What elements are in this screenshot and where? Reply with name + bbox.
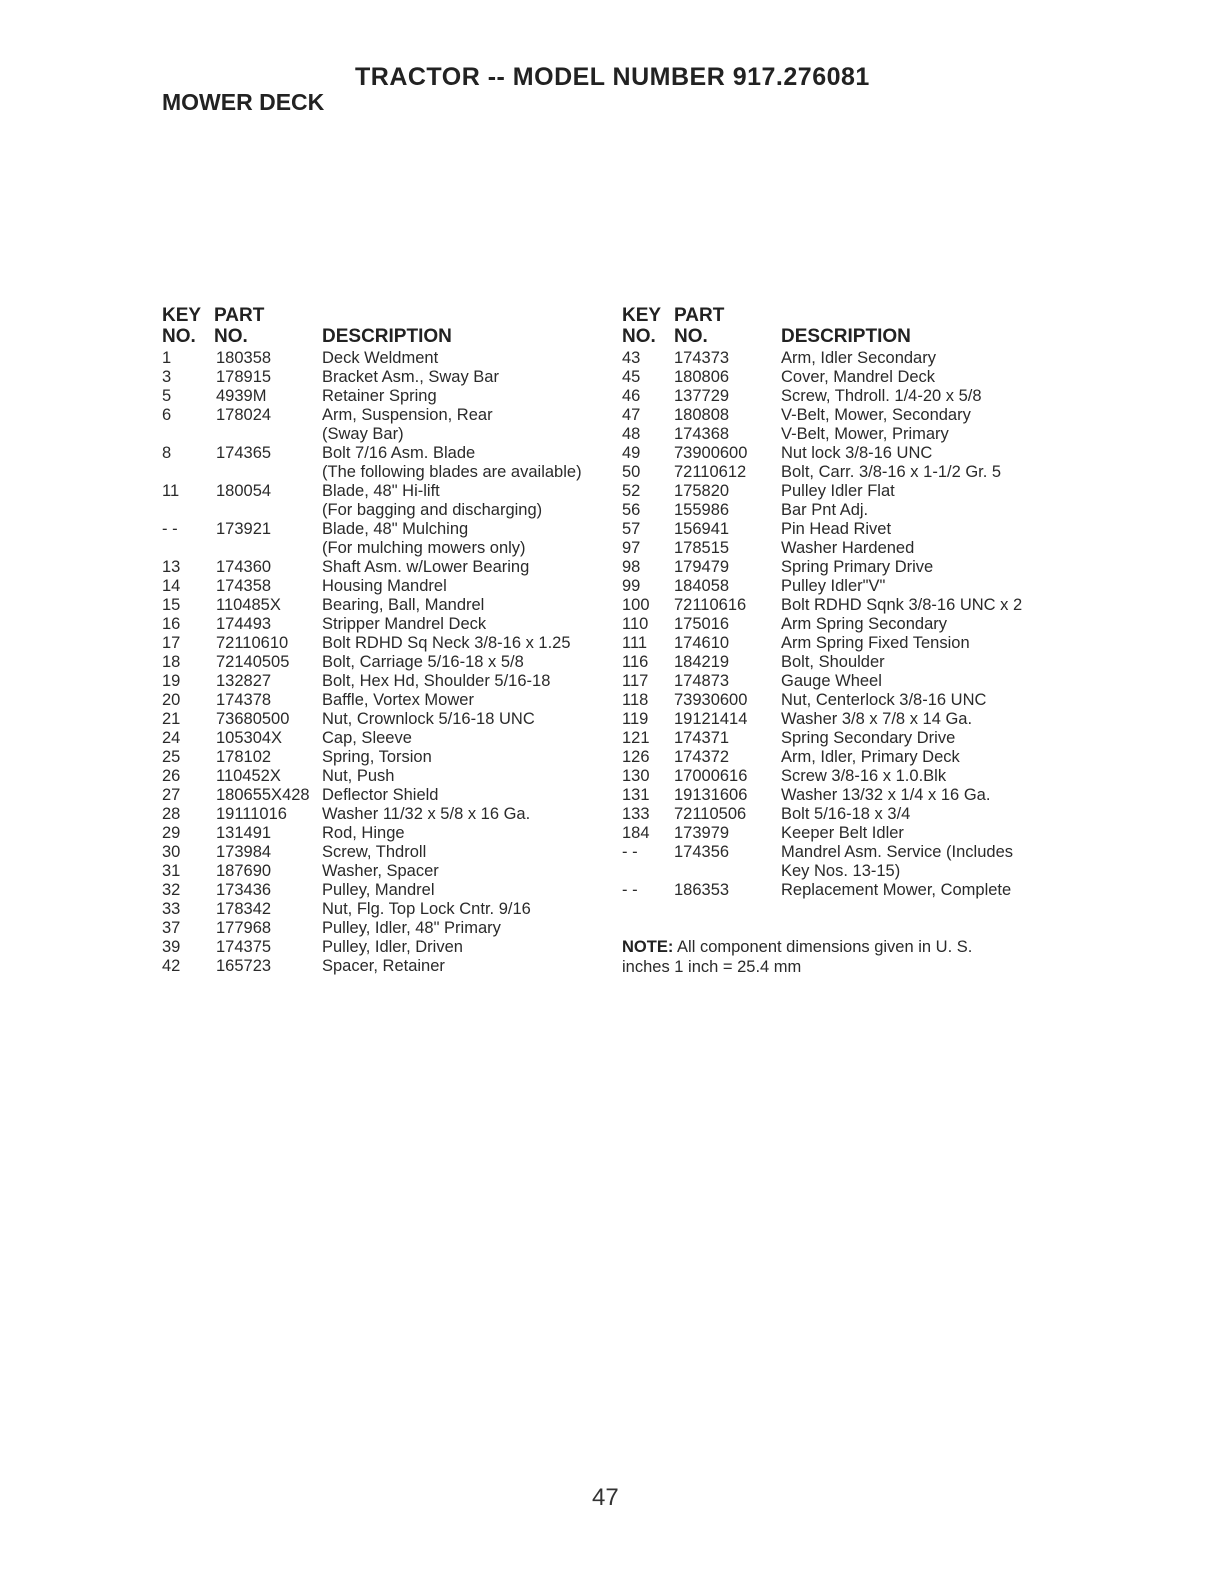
description: Arm Spring Secondary [781, 615, 947, 633]
description: Arm Spring Fixed Tension [781, 634, 970, 652]
note-line-2: inches 1 inch = 25.4 mm [622, 958, 802, 976]
key-no: 6 [162, 406, 172, 424]
description: Pulley Idler Flat [781, 482, 895, 500]
part-no: 72110612 [674, 463, 747, 481]
part-no: 173436 [216, 881, 272, 899]
description: Deflector Shield [322, 786, 439, 804]
description: Bearing, Ball, Mandrel [322, 596, 485, 614]
key-no: 15 [162, 596, 181, 614]
key-no: - - [622, 843, 638, 861]
key-no: 5 [162, 387, 172, 405]
part-no: 174375 [216, 938, 272, 956]
key-no: 117 [622, 672, 649, 690]
header-part-no: NO. [674, 326, 708, 347]
description: Washer 11/32 x 5/8 x 16 Ga. [322, 805, 531, 823]
part-no: 178342 [216, 900, 272, 918]
key-no: 8 [162, 444, 172, 462]
description: Cap, Sleeve [322, 729, 412, 747]
description: Spring, Torsion [322, 748, 432, 766]
description: Bracket Asm., Sway Bar [322, 368, 499, 386]
description: Spring Secondary Drive [781, 729, 956, 747]
part-no: 174365 [216, 444, 272, 462]
description: Rod, Hinge [322, 824, 405, 842]
description: Baffle, Vortex Mower [322, 691, 474, 709]
part-no: 17000616 [674, 767, 748, 785]
part-no: 4939M [216, 387, 267, 405]
key-no: 25 [162, 748, 181, 766]
key-no: 119 [622, 710, 649, 728]
part-no: 174356 [674, 843, 730, 861]
part-no: 173984 [216, 843, 272, 861]
description: Washer, Spacer [322, 862, 439, 880]
description: Housing Mandrel [322, 577, 447, 595]
part-no: 178024 [216, 406, 272, 424]
key-no: 30 [162, 843, 181, 861]
key-no: 3 [162, 368, 172, 386]
description: (For bagging and discharging) [322, 501, 543, 519]
description: Pulley Idler"V" [781, 577, 886, 595]
dimension-note [622, 937, 1042, 977]
key-no: 27 [162, 786, 181, 804]
description: Bolt 7/16 Asm. Blade [322, 444, 476, 462]
note-line-1: All component dimensions given in U. S. [677, 938, 973, 956]
key-no: 57 [622, 520, 641, 538]
key-no: 99 [622, 577, 641, 595]
part-no: 174493 [216, 615, 272, 633]
key-no: 56 [622, 501, 641, 519]
description: Spring Primary Drive [781, 558, 934, 576]
part-no: 19131606 [674, 786, 748, 804]
part-no: 186353 [674, 881, 730, 899]
part-no: 180358 [216, 349, 272, 367]
key-no: 37 [162, 919, 181, 937]
part-no: 174610 [674, 634, 730, 652]
part-no: 174373 [674, 349, 730, 367]
description: V-Belt, Mower, Primary [781, 425, 949, 443]
part-no: 72110616 [674, 596, 747, 614]
description: Nut lock 3/8-16 UNC [781, 444, 933, 462]
description: Blade, 48" Hi-lift [322, 482, 440, 500]
key-no: 42 [162, 957, 181, 975]
key-no: 39 [162, 938, 181, 956]
key-no: 31 [162, 862, 181, 880]
part-no: 19121414 [674, 710, 748, 728]
part-no: 19111016 [216, 805, 287, 823]
key-no: 49 [622, 444, 641, 462]
description: Bolt, Carr. 3/8-16 x 1-1/2 Gr. 5 [781, 463, 1002, 481]
key-no: - - [622, 881, 638, 899]
part-no: 73680500 [216, 710, 290, 728]
key-no: 130 [622, 767, 650, 785]
header-description: DESCRIPTION [322, 326, 452, 347]
description: Bolt, Carriage 5/16-18 x 5/8 [322, 653, 524, 671]
description: (The following blades are available) [322, 463, 582, 481]
description: Shaft Asm. w/Lower Bearing [322, 558, 530, 576]
part-no: 177968 [216, 919, 272, 937]
part-no: 174368 [674, 425, 730, 443]
key-no: 33 [162, 900, 181, 918]
key-no: 24 [162, 729, 181, 747]
description: Cover, Mandrel Deck [781, 368, 936, 386]
part-no: 72140505 [216, 653, 290, 671]
part-no: 184058 [674, 577, 730, 595]
description: Bar Pnt Adj. [781, 501, 869, 519]
key-no: 14 [162, 577, 181, 595]
description: Arm, Idler Secondary [781, 349, 936, 367]
key-no: 116 [622, 653, 649, 671]
key-no: 45 [622, 368, 641, 386]
part-no: 137729 [674, 387, 730, 405]
key-no: 52 [622, 482, 641, 500]
key-no: 98 [622, 558, 641, 576]
section-title: MOWER DECK [162, 89, 325, 115]
key-no: 110 [622, 615, 649, 633]
part-no: 110485X [216, 596, 281, 614]
key-no: 118 [622, 691, 649, 709]
description: Pulley, Mandrel [322, 881, 435, 899]
description: Bolt RDHD Sq Neck 3/8-16 x 1.25 [322, 634, 571, 652]
part-no: 178102 [216, 748, 272, 766]
part-no: 105304X [216, 729, 283, 747]
part-no: 174873 [674, 672, 730, 690]
part-no: 184219 [674, 653, 730, 671]
key-no: 17 [162, 634, 181, 652]
part-no: 165723 [216, 957, 272, 975]
description: Arm, Idler, Primary Deck [781, 748, 960, 766]
part-no: 180655X428 [216, 786, 310, 804]
key-no: 184 [622, 824, 650, 842]
header-part-no: NO. [214, 326, 248, 347]
part-no: 180808 [674, 406, 730, 424]
key-no: 46 [622, 387, 641, 405]
description: Screw, Thdroll. 1/4-20 x 5/8 [781, 387, 982, 405]
key-no: 21 [162, 710, 181, 728]
part-no: 173921 [216, 520, 272, 538]
description: (For mulching mowers only) [322, 539, 526, 557]
part-no: 72110506 [674, 805, 747, 823]
key-no: 50 [622, 463, 641, 481]
header-part: PART [214, 305, 265, 326]
description: Screw, Thdroll [322, 843, 427, 861]
key-no: 29 [162, 824, 181, 842]
description: Screw 3/8-16 x 1.0.Blk [781, 767, 947, 785]
description: Washer 13/32 x 1/4 x 16 Ga. [781, 786, 991, 804]
description: Bolt RDHD Sqnk 3/8-16 UNC x 2 [781, 596, 1023, 614]
part-no: 174360 [216, 558, 272, 576]
key-no: 19 [162, 672, 181, 690]
key-no: 121 [622, 729, 650, 747]
key-no: 18 [162, 653, 181, 671]
description: Washer Hardened [781, 539, 915, 557]
part-no: 156941 [674, 520, 730, 538]
description: V-Belt, Mower, Secondary [781, 406, 971, 424]
header-key: KEY [162, 305, 202, 326]
part-no: 155986 [674, 501, 730, 519]
description: Pulley, Idler, 48" Primary [322, 919, 501, 937]
description: Nut, Crownlock 5/16-18 UNC [322, 710, 535, 728]
key-no: 47 [622, 406, 641, 424]
description: Spacer, Retainer [322, 957, 445, 975]
key-no: 133 [622, 805, 650, 823]
description: Deck Weldment [322, 349, 439, 367]
key-no: 126 [622, 748, 650, 766]
key-no: 28 [162, 805, 181, 823]
description: (Sway Bar) [322, 425, 404, 443]
description: Stripper Mandrel Deck [322, 615, 487, 633]
description: Bolt, Hex Hd, Shoulder 5/16-18 [322, 672, 551, 690]
key-no: - - [162, 520, 178, 538]
part-no: 174371 [674, 729, 730, 747]
description: Pin Head Rivet [781, 520, 892, 538]
part-no: 178915 [216, 368, 272, 386]
description: Arm, Suspension, Rear [322, 406, 493, 424]
part-no: 180806 [674, 368, 730, 386]
description: Bolt 5/16-18 x 3/4 [781, 805, 911, 823]
key-no: 43 [622, 349, 641, 367]
key-no: 131 [622, 786, 650, 804]
page-title: TRACTOR -- MODEL NUMBER 917.276081 [355, 63, 870, 91]
part-no: 180054 [216, 482, 272, 500]
part-no: 178515 [674, 539, 730, 557]
part-no: 174372 [674, 748, 730, 766]
part-no: 175820 [674, 482, 730, 500]
description: Mandrel Asm. Service (Includes [781, 843, 1014, 861]
part-no: 175016 [674, 615, 730, 633]
key-no: 32 [162, 881, 181, 899]
description: Nut, Flg. Top Lock Cntr. 9/16 [322, 900, 531, 918]
header-key-no: NO. [162, 326, 196, 347]
part-no: 187690 [216, 862, 272, 880]
page-number: 47 [592, 1484, 619, 1511]
part-no: 173979 [674, 824, 730, 842]
description: Retainer Spring [322, 387, 437, 405]
description: Bolt, Shoulder [781, 653, 885, 671]
header-part: PART [674, 305, 725, 326]
part-no: 72110610 [216, 634, 289, 652]
key-no: 11 [162, 482, 180, 500]
key-no: 48 [622, 425, 641, 443]
description: Blade, 48" Mulching [322, 520, 469, 538]
description: Pulley, Idler, Driven [322, 938, 463, 956]
header-key-no: NO. [622, 326, 656, 347]
key-no: 97 [622, 539, 641, 557]
part-no: 179479 [674, 558, 730, 576]
part-no: 131491 [216, 824, 272, 842]
part-no: 174378 [216, 691, 272, 709]
part-no: 174358 [216, 577, 272, 595]
key-no: 16 [162, 615, 181, 633]
description: Nut, Push [322, 767, 395, 785]
key-no: 20 [162, 691, 181, 709]
description: Washer 3/8 x 7/8 x 14 Ga. [781, 710, 973, 728]
header-description: DESCRIPTION [781, 326, 911, 347]
part-no: 132827 [216, 672, 272, 690]
description: Key Nos. 13-15) [781, 862, 901, 880]
header-key: KEY [622, 305, 662, 326]
key-no: 26 [162, 767, 181, 785]
key-no: 111 [622, 634, 648, 652]
description: Gauge Wheel [781, 672, 882, 690]
key-no: 13 [162, 558, 181, 576]
part-no: 73930600 [674, 691, 748, 709]
key-no: 1 [162, 349, 172, 367]
part-no: 110452X [216, 767, 281, 785]
part-no: 73900600 [674, 444, 748, 462]
description: Replacement Mower, Complete [781, 881, 1012, 899]
description: Keeper Belt Idler [781, 824, 904, 842]
description: Nut, Centerlock 3/8-16 UNC [781, 691, 987, 709]
key-no: 100 [622, 596, 650, 614]
note-label: NOTE: [622, 938, 674, 956]
